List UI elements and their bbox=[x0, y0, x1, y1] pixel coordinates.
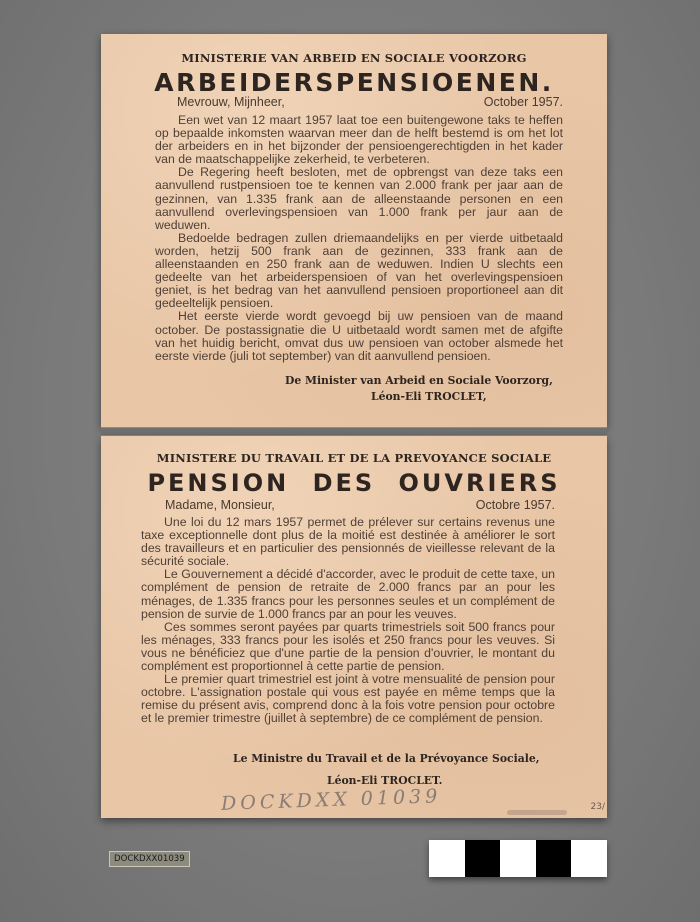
salutation-row bbox=[177, 95, 563, 109]
notice-body bbox=[155, 114, 563, 363]
notice-date: October 1957. bbox=[483, 95, 563, 109]
calibration-block bbox=[429, 840, 465, 877]
paragraph: Een wet van 12 maart 1957 laat toe een buitengewone taks te heffen op bepaalde inkomsten waarvan meer dan de helft bestemd is om het lot der arbeiders en in het bijzonder der pensioengerechtigden in het kader van de maatschappelijke zekerheid, te verbeteren. bbox=[155, 113, 563, 167]
pencil-smudge bbox=[507, 810, 567, 815]
notice-dutch bbox=[101, 34, 607, 427]
signature-title: De Minister van Arbeid en Sociale Voorzorg, bbox=[285, 374, 553, 387]
calibration-block bbox=[571, 840, 607, 877]
signature-title: Le Ministre du Travail et de la Prévoyance Sociale, bbox=[233, 752, 540, 765]
paragraph: De Regering heeft besloten, met de opbrengst van deze taks een aanvullend rustpensioen toe te kennen van 2.000 frank per jaar aan de gezinnen, van 1.335 frank aan de alleenstaande personen en een aanvullend overlevingspensioen van 1.000 frank per jaur aan de weduwen. bbox=[155, 165, 563, 232]
notice-date: Octobre 1957. bbox=[475, 498, 555, 512]
signature-name: Léon-Eli TROCLET, bbox=[371, 390, 487, 403]
paragraph: Le Gouvernement a décidé d'accorder, avec le produit de cette taxe, un complément de pension de retraite de 2.000 francs par an pour les ménages, de 1.335 francs pour les personnes seules et un complément de pension de survie de 1.000 francs par an pour les veuves. bbox=[141, 567, 555, 621]
calibration-block bbox=[500, 840, 536, 877]
salutation-row bbox=[165, 498, 555, 512]
ministry-heading: MINISTERE DU TRAVAIL ET DE LA PREVOYANCE SOCIALE bbox=[156, 451, 552, 465]
archive-id-label: DOCKDXX01039 bbox=[109, 851, 190, 867]
paragraph: Bedoelde bedragen zullen driemaandelijks en per vierde uitbetaald worden, hetzij 500 frank aan de gezinnen, 333 frank aan de alleenstaanden en 250 frank aan de weduwen. Indien U slechts een gedeelte van het arbeiderspensioen of van het overlevingspensioen geniet, is het bedrag van het aanvullend pensioen proportioneel aan dit gedeeltelijk pensioen. bbox=[155, 230, 563, 311]
calibration-block bbox=[465, 840, 501, 877]
notice-headline: ARBEIDERSPENSIOENEN. bbox=[154, 68, 554, 97]
notice-headline: PENSION DES OUVRIERS bbox=[147, 469, 561, 497]
salutation: Madame, Monsieur, bbox=[165, 498, 275, 512]
paragraph: Une loi du 12 mars 1957 permet de prélever sur certains revenus une taxe exceptionnelle dont plus de la moitié est destinée à améliorer le sort des travailleurs et en particulier des pensionnés de vieillesse relevant de la sécurité sociale. bbox=[141, 515, 555, 569]
calibration-block bbox=[536, 840, 572, 877]
paragraph: Le premier quart trimestriel est joint à votre mensualité de pension pour octobre. L'assignation postale qui vous est payée en même temps que la remise du présent avis, comprend donc à la fois votre pension pour octobre et le premier trimestre (juillet à septembre) de ce complément de pension. bbox=[141, 672, 555, 726]
paragraph: Ces sommes seront payées par quarts trimestriels soit 500 francs pour les ménages, 333 francs pour les isolés et 250 francs pour les veuves. Si vous ne bénéficiez que d'une partie de la pension d'ouvrier, le montant du complément est proportionnel à cette partie de pension. bbox=[141, 619, 555, 674]
page-separator bbox=[101, 427, 607, 436]
salutation: Mevrouw, Mijnheer, bbox=[177, 95, 285, 109]
notice-french bbox=[101, 436, 607, 818]
calibration-strip bbox=[429, 840, 607, 877]
notice-body bbox=[141, 516, 555, 726]
handwritten-archive-id: DOCKDXX 01039 bbox=[220, 785, 442, 815]
page-note: 23/ bbox=[590, 802, 605, 812]
signature-name: Léon-Eli TROCLET. bbox=[327, 774, 443, 787]
ministry-heading: MINISTERIE VAN ARBEID EN SOCIALE VOORZORG bbox=[181, 51, 527, 65]
paragraph: Het eerste vierde wordt gevoegd bij uw pensioen van de maand october. De postassignatie die U uitbetaald wordt samen met de afgifte van het huidig bericht, omvat dus uw pensioen van october alsmede het eerste vierde (juli tot september) van dit aanvullend pensioen. bbox=[155, 309, 563, 363]
